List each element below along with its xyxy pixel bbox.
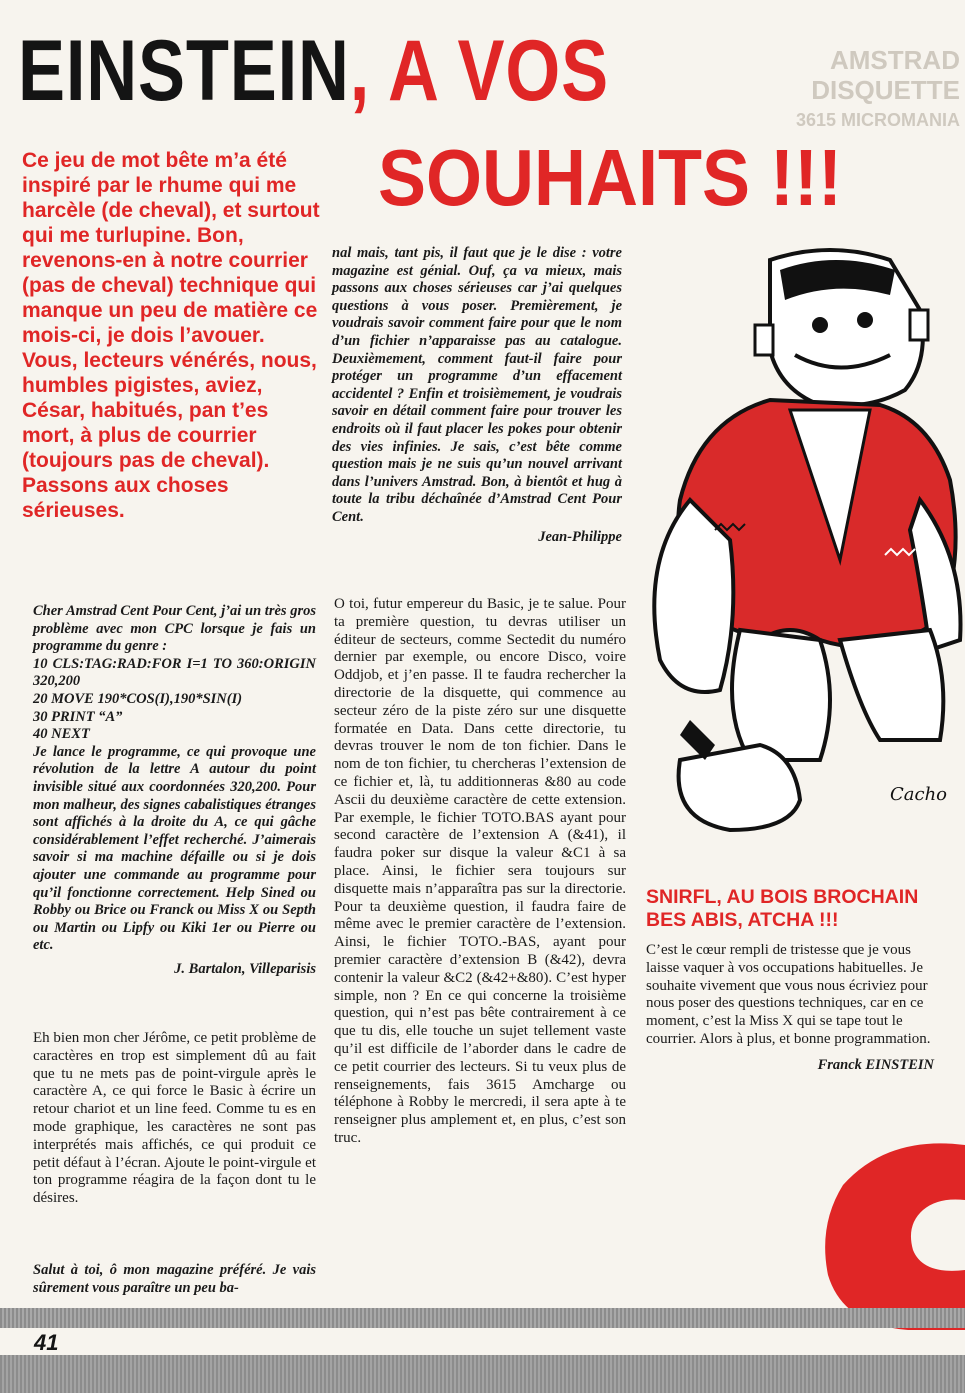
code-line: 20 MOVE 190*COS(I),190*SIN(I) — [33, 690, 243, 707]
letter2-start — [33, 1262, 316, 1297]
show-through-text: AMSTRAD DISQUETTE 3615 MICROMANIA — [795, 45, 960, 130]
letter1-body: Je lance le programme, ce qui provoque une révolution de la lettre A autour du point invisible situé aux coordonnées 320,200. Pour mon malheur, des signes cabalistiques étranges sont affichés à la droite du A, ce qui gâche considérablement l’effet recherché. J’aimerais savoir si ma machine défaille ou si je dois ajouter une commande au programme pour qu’il fonctionne correctement. Help Sined ou Robby ou Brice ou Franck ou Miss X ou Septh ou Martin ou Lipfy ou Kiki 1er ou Pierre ou etc. — [33, 743, 316, 954]
reply2-body: O toi, futur empereur du Basic, je te salue. Pour ta première question, tu devras utiliser un éditeur de secteurs, comme Sectedit du numéro dernier par exemple, ou encore Disco, voire Oddjob, et j’en passe. Il te faudra rechercher la directorie de la disquette, qui commence au secteur zéro de la piste zéro sur une disquette formatée en Data. Dans cette directorie, tu devras trouver le nom de ton fichier. Dans le nom de ton fichier, tu chercheras l’extension de ce fichier et, là, tu additionneras &80 au code Ascii du deuxième caractère de cette extension. Par exemple, le fichier TOTO.BAS ayant pour second caractère de l’extension A (&41), il faudra poker sur disque la valeur &C1 à sa place. Ainsi, le fichier sera toujours sur disquette mais n’apparaîtra pas sur la directorie. Pour ta deuxième question, il faudra faire de même avec le premier caractère de l’extension. Ainsi, le fichier TOTO.-BAS, ayant pour premier caractère d’extension B (&42), devra contenir la valeur &C2 (&42+&80). C’est hyper simple, non ? En ce qui concerne la troisième question, qui n’est pas bête contrairement à ce que tu dis, elle touche un sujet tellement vaste qu’il est difficile de l’aborder dans le cadre de ce petit courrier des lecteurs. Si tu veux plus de renseignements, fais 3615 Amcharge ou téléphone à Robby le mercredi, il sera apte à te renseigner plus amplement et, en plus, c’est son truc. — [334, 596, 626, 1146]
frankenstein-illustration — [620, 240, 965, 840]
letter2-body: nal mais, tant pis, il faut que je le dise : votre magazine est génial. Ouf, ça va mieux, mais passons aux choses sérieuses car j’ai quelques questions à vous poser. Premièrement, je voudrais savoir comment faire pour que le nom d’un fichier n’apparaisse pas au catalogue. Deuxièmement, comment faut-il faire pour protéger un programme d’un effacement accidentel ? Enfin et troisièmement, je voudrais savoir en détail comment faire pour trouver les endroits où il faut placer les pokes pour obtenir des vies infinies. Je sais, c’est bête comme question mais je ne suis qu’un nouvel arrivant dans l’univers Amstrad. Bon, à bientôt et hug à toute la tribu déchaînée d’Amstrad Cent Pour Cent. — [332, 245, 622, 525]
letter1-signature: J. Bartalon, Villeparisis — [174, 960, 316, 977]
code-line: 30 PRINT “A” — [33, 708, 123, 725]
closing-section — [646, 886, 934, 1074]
footer-band-bottom — [0, 1355, 965, 1393]
letter1-code — [33, 656, 316, 744]
closing-signature: Franck EINSTEIN — [817, 1056, 934, 1073]
intro-paragraph: Ce jeu de mot bête m’a été inspiré par le rhume qui me harcèle (de cheval), et surtout qui me turlupine. Bon, revenons-en à notre courrier (pas de cheval) technique qui manque un peu de matière ce mois-ci, je dois l’avouer. Vous, lecteurs vénérés, nous, humbles pigistes, aviez, César, habitués, pan t’es mort, à plus de courrier (toujours pas de cheval). Passons aux choses sérieuses. — [22, 149, 320, 522]
code-line: 10 CLS:TAG:RAD:FOR I=1 TO 360:ORIGIN 320,200 — [33, 655, 316, 690]
code-line: 40 NEXT — [33, 726, 90, 743]
illustration-signature: Cacho — [890, 784, 948, 805]
page-title — [18, 23, 609, 119]
reply1-body: Eh bien mon cher Jérôme, ce petit problème de caractères en trop est simplement dû au fait que tu ne mets pas de point-virgule après le caractère A, ce qui force le Basic à écrire un retour chariot et un line feed. Comme tu es en mode graphique, les caractères ne sont pas interprétés mais affichés, ce qui produit ce petit défaut à l’écran. Ajoute le point-virgule et ton programme réagira de la façon dont tu le désires. — [33, 1030, 316, 1207]
letter2-signature: Jean-Philippe — [538, 528, 622, 545]
footer-band-top — [0, 1308, 965, 1328]
letter1-intro: Cher Amstrad Cent Pour Cent, j’ai un très gros problème avec mon CPC lorsque je fais un programme du genre : — [33, 603, 316, 655]
page-number: 41 — [34, 1330, 59, 1355]
title-part-a-vos: , A VOS — [349, 23, 609, 119]
section-c-logo — [818, 1135, 965, 1330]
letter2-continued — [332, 245, 622, 546]
closing-body: C’est le cœur rempli de tristesse que je vous laisse vaquer à vos occupations habituelles. Je souhaite vivement que vous nous écriviez pour nous poser des questions techniques, car en ce moment, c’est la Miss X qui se tape tout le courrier. Alors à plus, et bonne programmation. — [646, 942, 931, 1047]
letter1 — [33, 603, 316, 978]
letter2-opening: Salut à toi, ô mon magazine préféré. Je vais sûrement vous paraître un peu ba- — [33, 1262, 316, 1296]
closing-heading: SNIRFL, AU BOIS BROCHAIN BES ABIS, ATCHA !!! — [646, 886, 919, 931]
reply2 — [334, 596, 626, 1148]
title-part-einstein: EINSTEIN — [18, 23, 350, 119]
reply1 — [33, 1030, 316, 1208]
page-title-line2: SOUHAITS !!! — [378, 133, 842, 222]
